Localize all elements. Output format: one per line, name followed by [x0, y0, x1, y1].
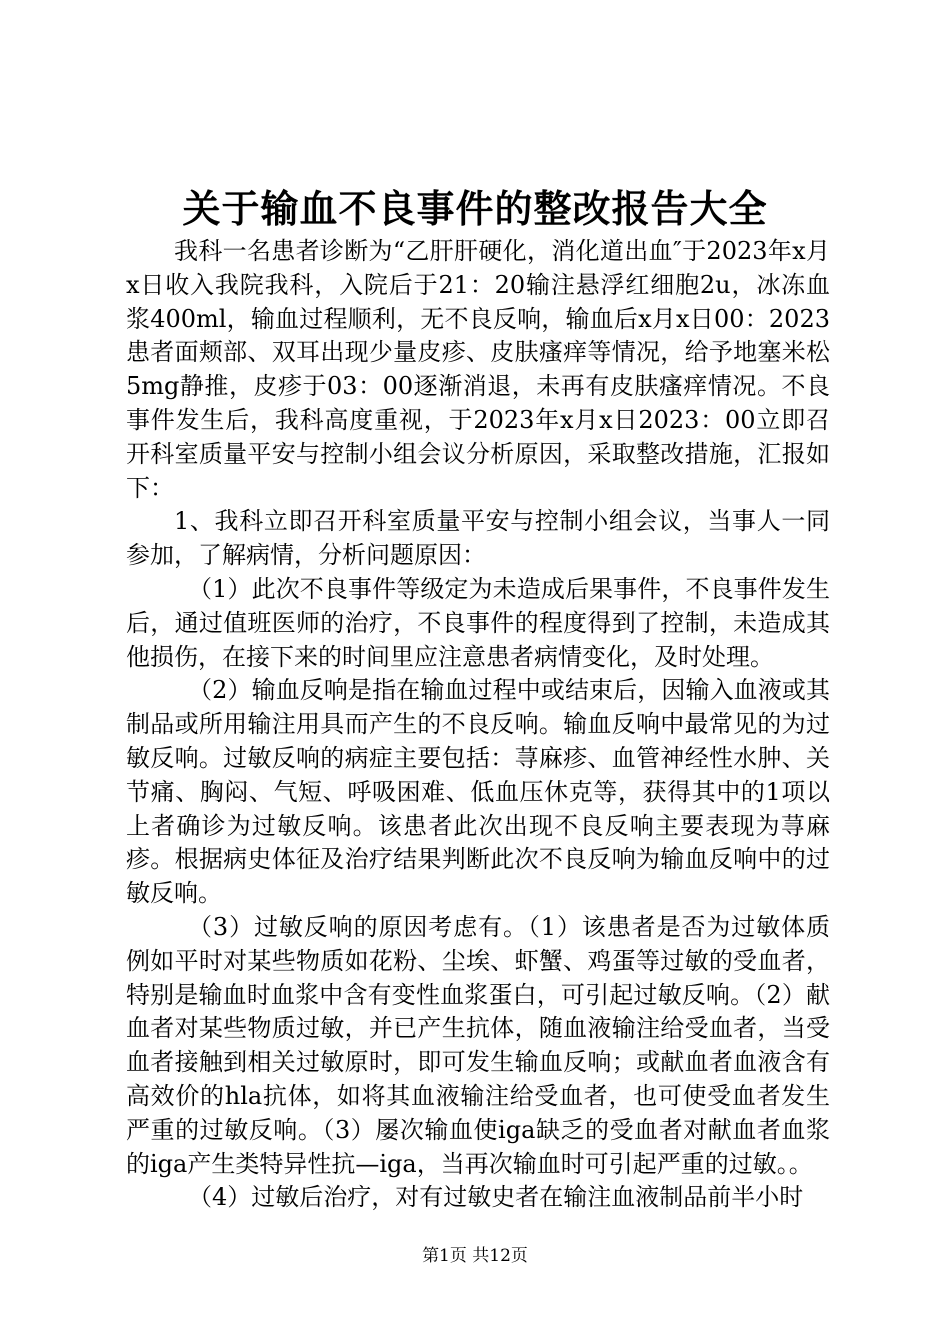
document-body — [126, 235, 830, 1215]
paragraph-intro: 我科一名患者诊断为“乙肝肝硬化，消化道出血″于2023年x月x日收入我院我科，入院后于21：20输注悬浮红细胞2u，冰冻血浆400ml，输血过程顺利，无不良反响，输血后x月x日00：2023患者面颊部、双耳出现少量皮疹、皮肤瘙痒等情况，给予地塞米松5mg静推，皮疹于03：00逐渐消退，未再有皮肤瘙痒情况。不良事件发生后，我科高度重视，于2023年x月x日2023：00立即召开科室质量平安与控制小组会议分析原因，采取整改措施，汇报如下： — [126, 237, 830, 502]
document-title: 关于输血不良事件的整改报告大全 — [182, 186, 768, 231]
paragraph-sub-4: （4）过敏后治疗，对有过敏史者在输注血液制品前半小时 — [188, 1183, 804, 1212]
paragraph-sub-2: （2）输血反响是指在输血过程中或结束后，因输入血液或其制品或所用输注用具而产生的不良反响。输血反响中最常见的为过敏反响。过敏反响的病症主要包括：荨麻疹、血管神经性水肿、关节痛、胸闷、气短、呼吸困难、低血压休克等，获得其中的1项以上者确诊为过敏反响。该患者此次出现不良反响主要表现为荨麻疹。根据病史体征及治疗结果判断此次不良反响为输血反响中的过敏反响。 — [126, 676, 830, 908]
page-number-footer: 第1页 共12页 — [422, 1246, 528, 1266]
paragraph-sub-3: （3）过敏反响的原因考虑有。（1）该患者是否为过敏体质例如平时对某些物质如花粉、尘埃、虾蟹、鸡蛋等过敏的受血者，特别是输血时血浆中含有变性血浆蛋白，可引起过敏反响。（2）献血者对某些物质过敏，并已产生抗体，随血液输注给受血者，当受血者接触到相关过敏原时，即可发生输血反响；或献血者血液含有高效价的hla抗体，如将其血液输注给受血者，也可使受血者发生严重的过敏反响。（3）屡次输血使iga缺乏的受血者对献血者血浆的iga产生类特异性抗—iga，当再次输血时可引起严重的过敏。。 — [126, 912, 830, 1178]
paragraph-sub-1: （1）此次不良事件等级定为未造成后果事件，不良事件发生后，通过值班医师的治疗，不良事件的程度得到了控制，未造成其他损伤，在接下来的时间里应注意患者病情变化，及时处理。 — [126, 574, 830, 671]
paragraph-item-1: 1、我科立即召开科室质量平安与控制小组会议，当事人一同参加，了解病情，分析问题原因： — [126, 507, 830, 570]
